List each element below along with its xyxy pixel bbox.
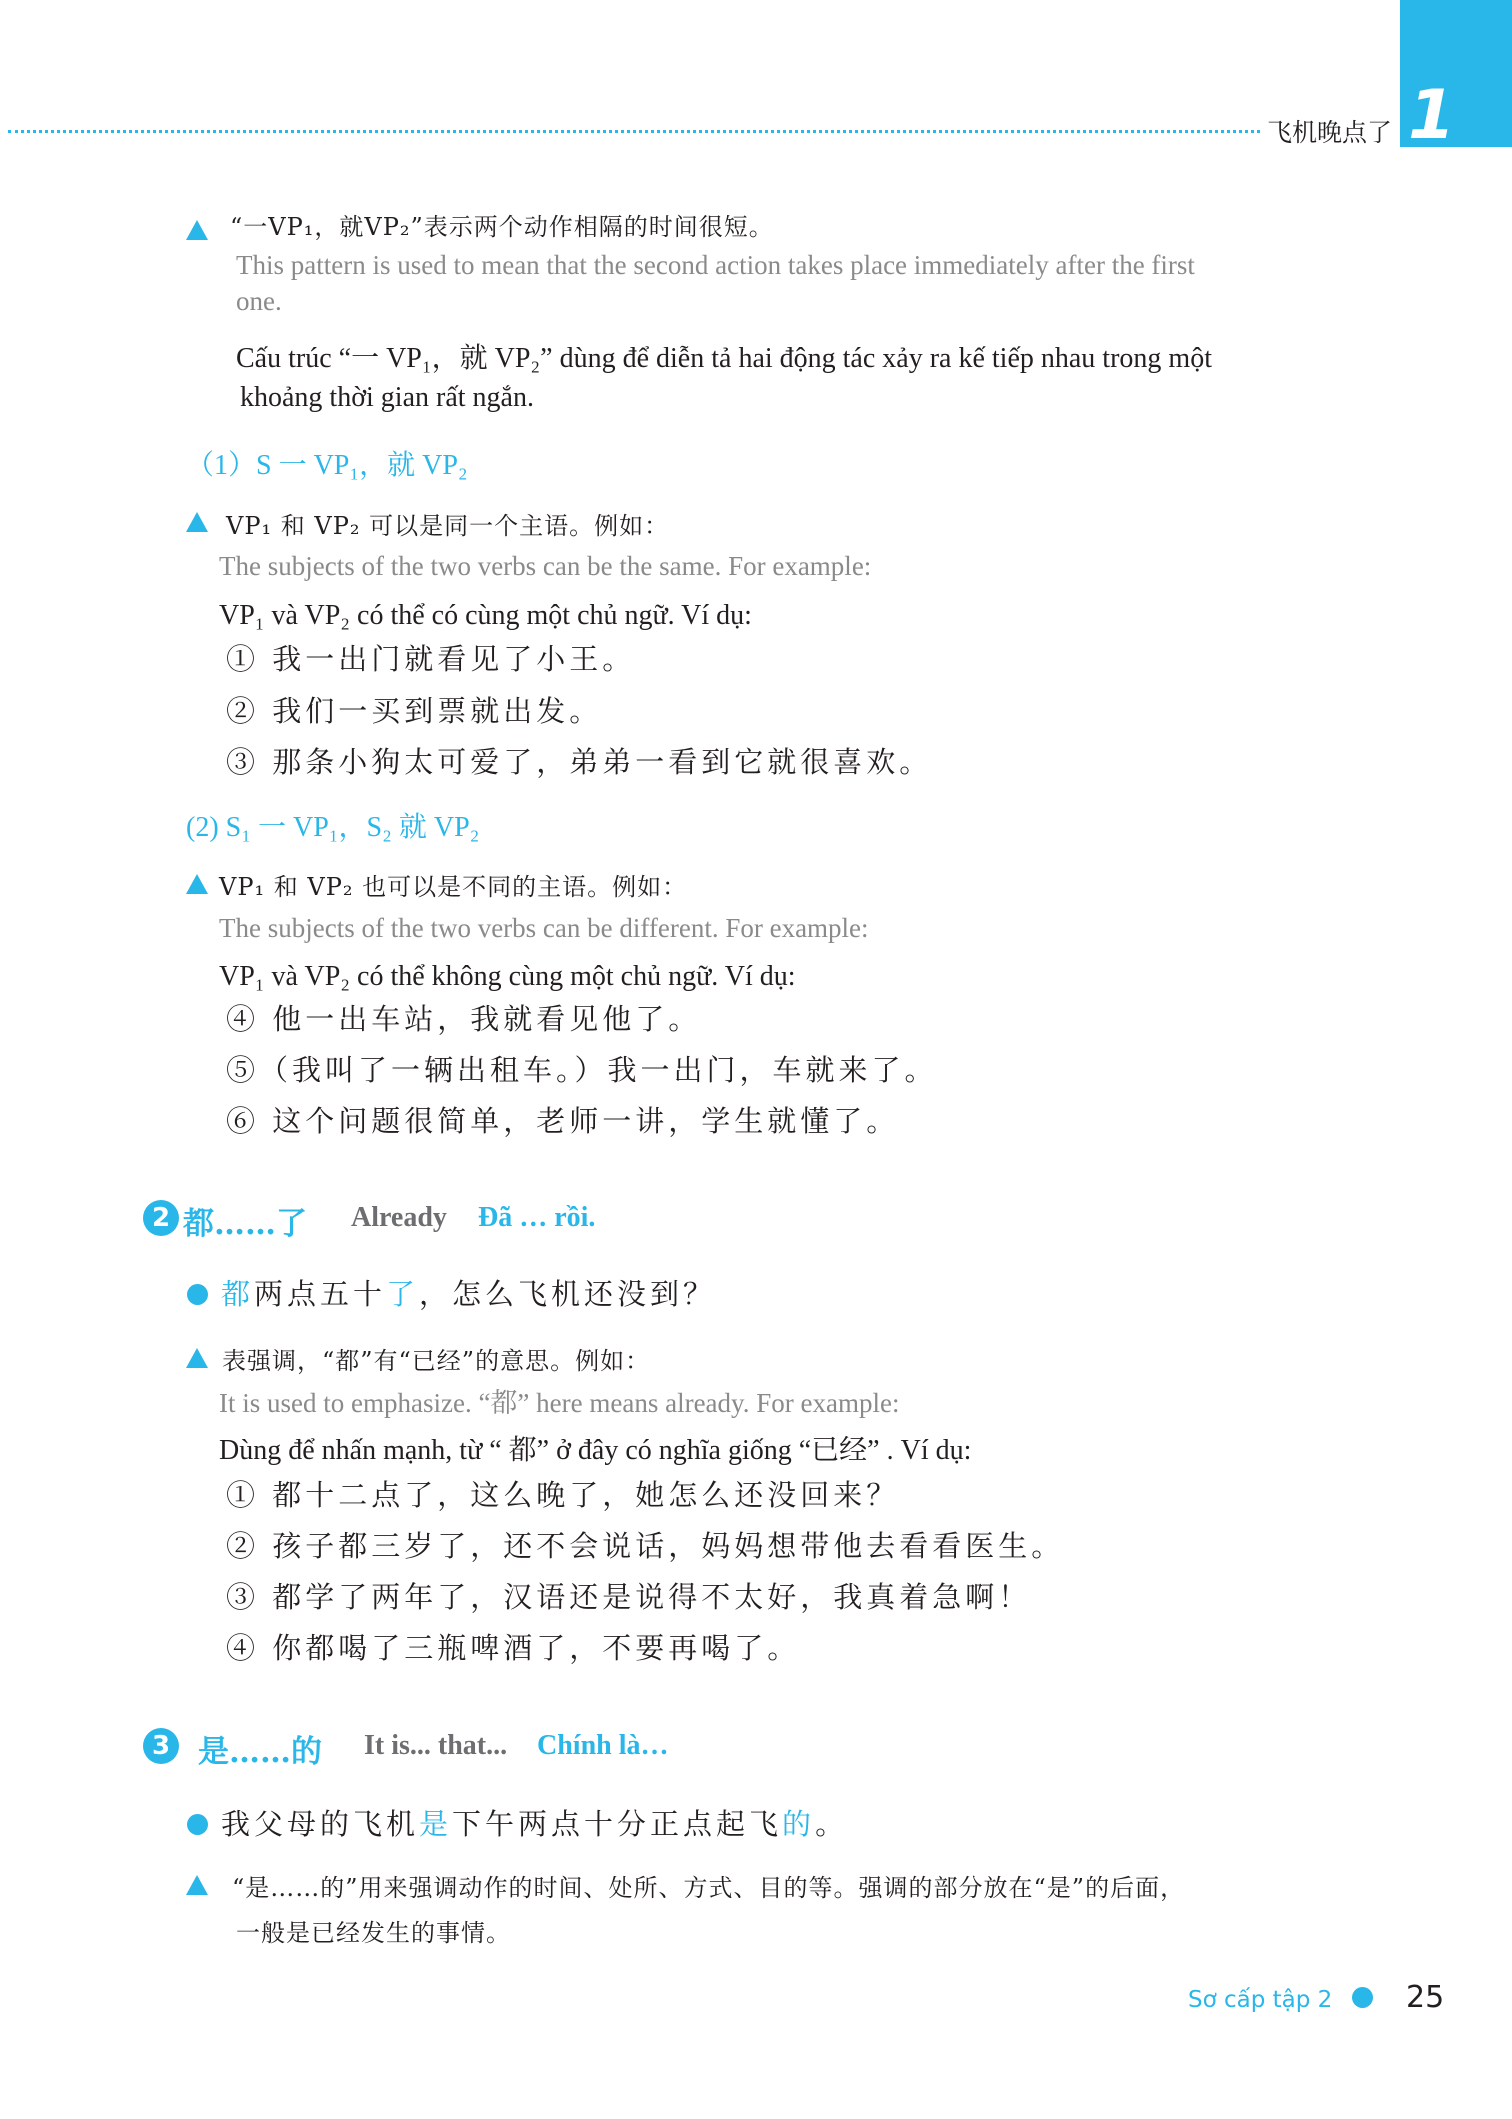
- subheading-1: （1）S 一 VP₁，就 VP₂: [186, 450, 468, 481]
- triangle-bullet-icon: [186, 1875, 208, 1895]
- example-item: ① 都十二点了，这么晚了，她怎么还没回来？: [226, 1478, 900, 1512]
- footer-dot-icon: [1352, 1987, 1373, 2008]
- section-title-en: Already: [351, 1202, 447, 1233]
- dot-bullet-icon: [187, 1814, 208, 1835]
- note-vi: VP₁ và VP₂ có thể không cùng một chủ ngữ. Ví dụ:: [219, 961, 796, 992]
- note-en-cont: one.: [236, 286, 282, 316]
- triangle-bullet-icon: [186, 1348, 208, 1368]
- page-number: 25: [1406, 1980, 1445, 2015]
- triangle-bullet-icon: [186, 512, 208, 532]
- dot-bullet-icon: [187, 1284, 208, 1305]
- chapter-title: 飞机晚点了: [1267, 118, 1393, 147]
- note-vi: Cấu trúc “一 VP₁，就 VP₂” dùng để diễn tả hai động tác xảy ra kế tiếp nhau trong một: [236, 343, 1212, 374]
- example-item: ② 我们一买到票就出发。: [226, 694, 603, 728]
- note-en: The subjects of the two verbs can be different. For example:: [219, 913, 869, 943]
- section-number-badge: 3: [143, 1728, 179, 1764]
- note-zh: “是……的”用来强调动作的时间、处所、方式、目的等。强调的部分放在“是”的后面，: [232, 1874, 1186, 1902]
- key-sentence: 我父母的飞机是下午两点十分正点起飞的。: [221, 1807, 849, 1841]
- example-item: ③ 都学了两年了，汉语还是说得不太好，我真着急啊！: [226, 1580, 1032, 1614]
- section-title-zh: 都……了: [183, 1206, 307, 1242]
- note-zh: 表强调，“都”有“已经”的意思。例如：: [222, 1347, 651, 1375]
- section-title-vi: Đã … rồi.: [478, 1202, 596, 1233]
- note-en: This pattern is used to mean that the second action takes place immediately after the first: [236, 250, 1195, 280]
- header-divider: [8, 130, 1260, 133]
- example-item: ④ 你都喝了三瓶啤酒了，不要再喝了。: [226, 1631, 801, 1665]
- note-zh: “一VP₁，就VP₂”表示两个动作相隔的时间很短。: [230, 213, 774, 241]
- example-item: ② 孩子都三岁了，还不会说话，妈妈想带他去看看医生。: [226, 1529, 1065, 1563]
- note-zh: VP₁ 和 VP₂ 也可以是不同的主语。例如：: [219, 873, 688, 901]
- note-vi: VP₁ và VP₂ có thể có cùng một chủ ngữ. Ví dụ:: [219, 600, 752, 631]
- example-item: ④ 他一出车站，我就看见他了。: [226, 1002, 702, 1036]
- section-title-zh: 是……的: [198, 1734, 322, 1770]
- note-en: It is used to emphasize. “都” here means already. For example:: [219, 1388, 900, 1418]
- note-vi: Dùng để nhấn mạnh, từ “ 都” ở đây có nghĩa giống “已经” . Ví dụ:: [219, 1435, 972, 1466]
- triangle-bullet-icon: [186, 874, 208, 894]
- subheading-2: (2) S₁ 一 VP₁，S₂ 就 VP₂: [186, 812, 480, 843]
- key-sentence: 都两点五十了，怎么飞机还没到？: [221, 1277, 717, 1311]
- example-item: ⑤（我叫了一辆出租车。）我一出门，车就来了。: [226, 1053, 938, 1087]
- note-zh: VP₁ 和 VP₂ 可以是同一个主语。例如：: [226, 512, 670, 540]
- book-label: Sơ cấp tập 2: [1188, 1987, 1333, 2013]
- example-item: ① 我一出门就看见了小王。: [226, 642, 636, 676]
- example-item: ⑥ 这个问题很简单，老师一讲，学生就懂了。: [226, 1104, 900, 1138]
- note-vi-cont: khoảng thời gian rất ngắn.: [240, 382, 534, 413]
- note-en: The subjects of the two verbs can be the same. For example:: [219, 551, 872, 581]
- chapter-number: 1: [1408, 76, 1456, 155]
- example-item: ③ 那条小狗太可爱了，弟弟一看到它就很喜欢。: [226, 745, 933, 779]
- section-title-vi: Chính là…: [537, 1730, 669, 1761]
- section-title-en: It is... that...: [364, 1730, 508, 1761]
- note-zh-cont: 一般是已经发生的事情。: [236, 1919, 511, 1947]
- triangle-bullet-icon: [186, 220, 208, 240]
- section-number-badge: 2: [143, 1200, 179, 1236]
